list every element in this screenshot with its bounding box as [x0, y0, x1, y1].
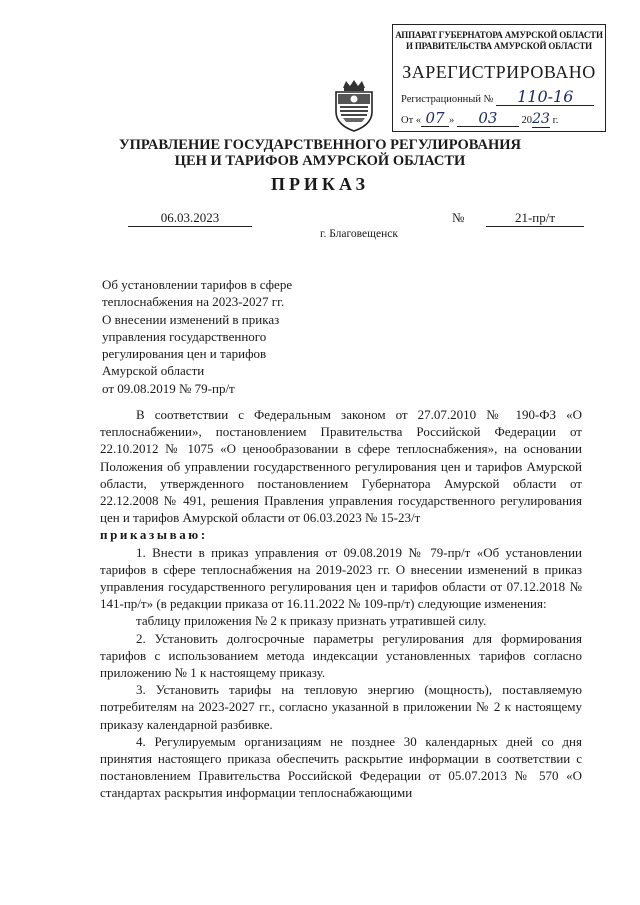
item-2-paragraph: 2. Установить долгосрочные параметры регулирования для формирования тарифов с использованием метода индексации установленных тарифов согласно приложению № 1 к настоящему приказу.: [100, 630, 582, 681]
stamp-registration-row: [401, 89, 594, 106]
stamp-date-row: [401, 111, 558, 128]
stamp-organization: [393, 30, 605, 52]
stamp-org-line1: АППАРАТ ГУБЕРНАТОРА АМУРСКОЙ ОБЛАСТИ: [395, 30, 603, 40]
stamp-date-mid: »: [449, 115, 455, 126]
coat-of-arms-icon: [332, 78, 376, 132]
stamp-org-line2: И ПРАВИТЕЛЬСТВА АМУРСКОЙ ОБЛАСТИ: [406, 41, 592, 51]
subject-line: Об установлении тарифов в сфере: [102, 277, 293, 292]
item-3-paragraph: 3. Установить тарифы на тепловую энергию (мощность), поставляемую потребителям на 2023-2027 гг., согласно указанной в приложении № 2 к настоящему приказу календарной разбивке.: [100, 682, 582, 732]
stamp-date-suffix: г.: [552, 115, 559, 126]
order-subject: [102, 276, 342, 397]
organization-line2: ЦЕН И ТАРИФОВ АМУРСКОЙ ОБЛАСТИ: [174, 153, 466, 169]
stamp-date-year-prefix: 20: [521, 115, 533, 126]
stamp-reg-number: 110-16: [496, 89, 594, 106]
stamp-date-year: 23: [532, 111, 550, 127]
stamp-title: ЗАРЕГИСТРИРОВАНО: [402, 62, 596, 82]
subject-line: от 09.08.2019 № 79-пр/т: [102, 380, 235, 396]
stamp-date-month: 03: [457, 111, 519, 127]
order-number-sign: №: [452, 210, 465, 225]
organization-name: [0, 137, 640, 169]
item-1-sub-paragraph: таблицу приложения № 2 к приказу признать утратившей силу.: [136, 613, 487, 629]
item-1-paragraph: 1. Внести в приказ управления от 09.08.2019 № 79-пр/т «Об установлении тарифов в сфере теплоснабжения на 2019-2023 гг. О внесении изменений в приказ управления государственного регулирования цен и тарифов области от 07.12.2018 № 141-пр/т» (в редакции приказа от 16.11.2022 № 109-пр/т) следующие изменения:: [100, 544, 582, 612]
subject-line: управления государственного: [102, 328, 267, 344]
order-number: 21-пр/т: [486, 210, 584, 227]
subject-line: регулирования цен и тарифов: [102, 346, 267, 362]
stamp-reg-label: Регистрационный №: [401, 94, 494, 105]
stamp-date-day: 07: [421, 111, 449, 127]
document-type-title: ПРИКАЗ: [270, 174, 370, 194]
order-directive-word: приказываю:: [100, 527, 208, 543]
order-body: [100, 406, 582, 802]
item-4-paragraph: 4. Регулируемым организациям не позднее 30 календарных дней со дня принятия настоящего приказа обеспечить раскрытие информации в соответствии с постановлением Правительства Российской Федерации от 05.07.2013 № 570 «О стандартах раскрытия информации теплоснабжающими: [100, 733, 582, 801]
registration-stamp: [392, 24, 606, 132]
preamble-paragraph: В соответствии с Федеральным законом от 27.07.2010 № 190-ФЗ «О теплоснабжении», постановлением Правительства Российской Федерации от 22.10.2012 № 1075 «О ценообразовании в сфере теплоснабжения», на основании Положения об управлении государственного регулирования цен и тарифов Амурской области, утвержденного постановлением Губернатора Амурской области от 22.12.2008 № 491, решения Правления управления государственного регулирования цен и тарифов Амурской области от 06.03.2023 № 15-23/т: [100, 407, 582, 526]
subject-line: Амурской области: [102, 363, 205, 379]
order-date: 06.03.2023: [128, 210, 252, 227]
subject-line: теплоснабжения на 2023-2027 гг.: [102, 294, 285, 310]
city: г. Благовещенск: [320, 228, 398, 240]
organization-line1: УПРАВЛЕНИЕ ГОСУДАРСТВЕННОГО РЕГУЛИРОВАНИЯ: [118, 137, 522, 153]
stamp-date-prefix: От «: [401, 115, 422, 126]
subject-line: О внесении изменений в приказ: [102, 311, 280, 327]
